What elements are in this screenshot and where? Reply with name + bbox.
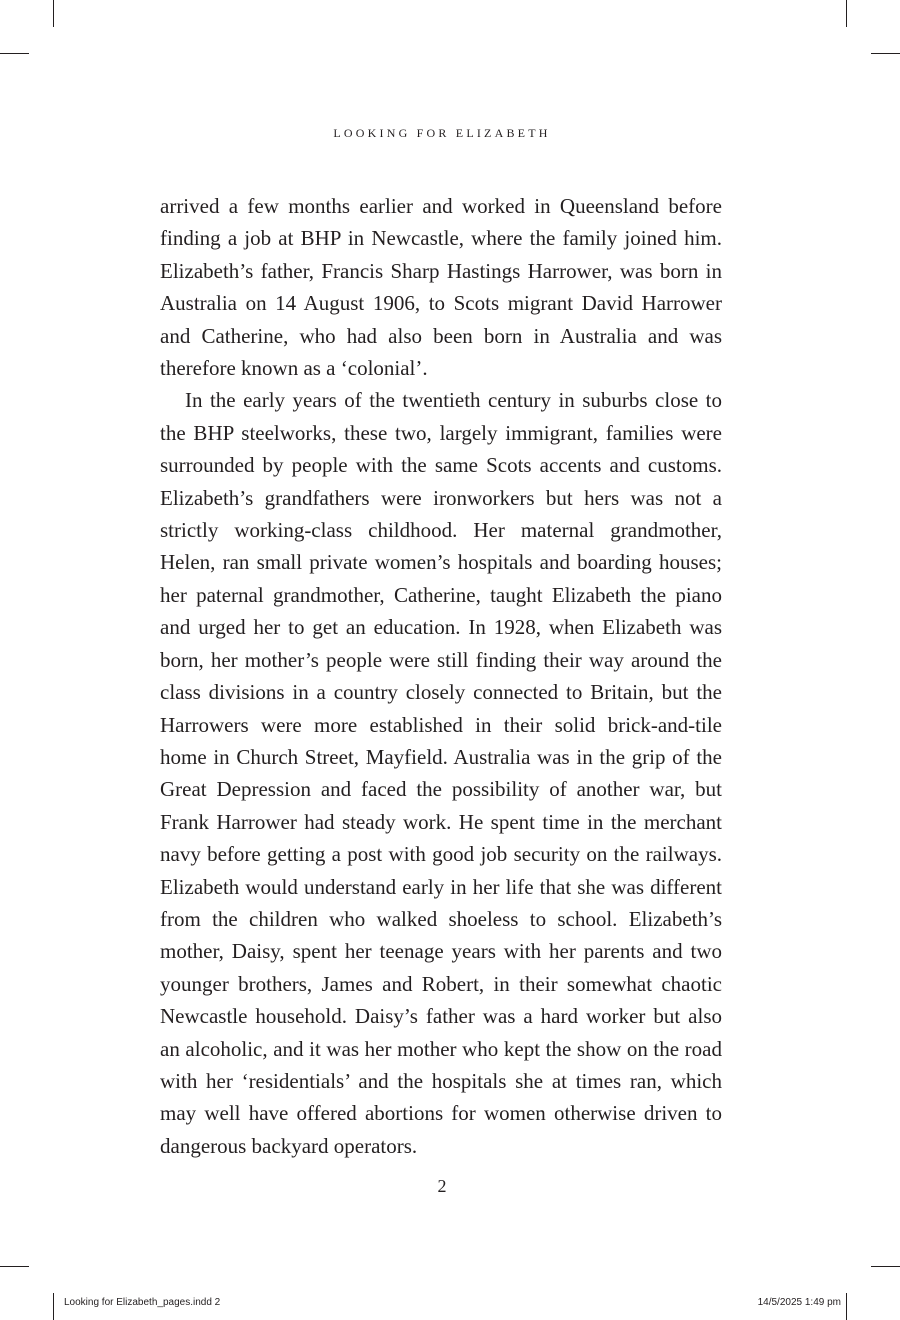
slug-filename: Looking for Elizabeth_pages.indd 2 — [64, 1297, 221, 1308]
slug-timestamp: 14/5/2025 1:49 pm — [757, 1297, 841, 1308]
crop-mark — [53, 0, 54, 27]
body-text — [160, 190, 722, 1162]
page-number: 2 — [437, 1176, 447, 1196]
crop-mark — [846, 1293, 847, 1320]
crop-mark — [0, 53, 29, 54]
crop-mark — [53, 1293, 54, 1320]
crop-mark — [871, 1266, 900, 1267]
crop-mark — [871, 53, 900, 54]
crop-mark — [0, 1266, 29, 1267]
paragraph: In the early years of the twentieth century in suburbs close to the BHP steelworks, these two, largely immigrant, families were surrounded by people with the same Scots accents and customs. Elizabeth’s grandfathers were ironworkers but hers was not a strictly working-class childhood. Her maternal grandmother, Helen, ran small private women’s hospitals and boarding houses; her paternal grandmother, Catherine, taught Elizabeth the piano and urged her to get an education. In 1928, when Elizabeth was born, her mother’s people were still finding their way around the class divisions in a country closely connected to Britain, but the Harrowers were more established in their solid brick-and-tile home in Church Street, Mayfield. Australia was in the grip of the Great Depression and faced the possibility of another war, but Frank Harrower had steady work. He spent time in the merchant navy before getting a post with good job security on the railways. Elizabeth would understand early in her life that she was different from the children who walked shoeless to school. Elizabeth’s mother, Daisy, spent her teenage years with her parents and two younger brothers, James and Robert, in their somewhat chaotic Newcastle household. Daisy’s father was a hard worker but also an alcoholic, and it was her mother who kept the show on the road with her ‘residentials’ and the hospitals she at times ran, which may well have offered abortions for women otherwise driven to dangerous backyard operators. — [160, 388, 722, 1158]
running-head: LOOKING FOR ELIZABETH — [333, 126, 551, 140]
crop-mark — [846, 0, 847, 27]
paragraph: arrived a few months earlier and worked in Queensland before finding a job at BHP in Newcastle, where the family joined him. Elizabeth’s father, Francis Sharp Hastings Harrower, was born in Australia on 14 August 1906, to Scots migrant David Harrower and Catherine, who had also been born in Australia and was therefore known as a ‘colonial’. — [160, 194, 722, 381]
